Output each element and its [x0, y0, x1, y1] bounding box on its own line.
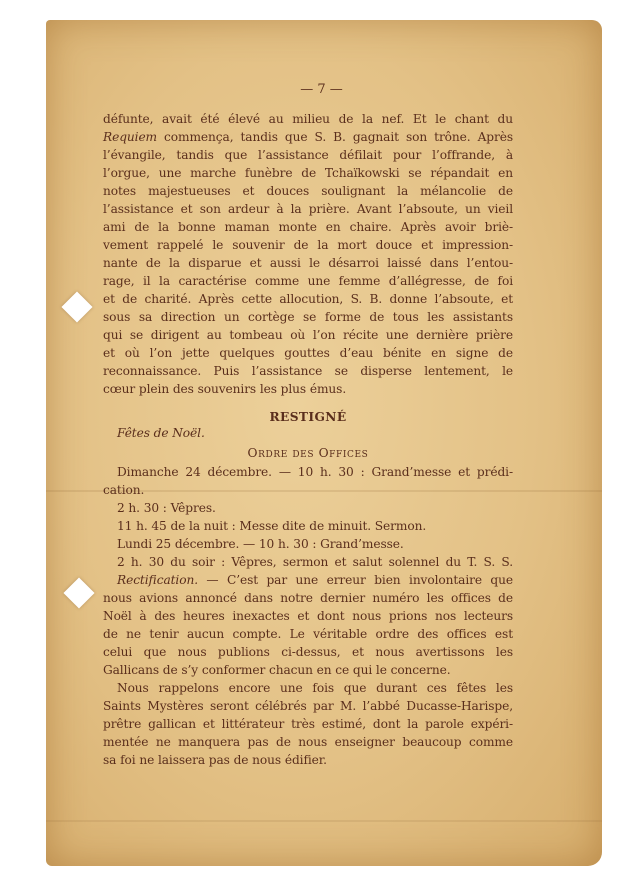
page-number: — 7 — [300, 82, 343, 97]
text-line: sa foi ne laissera pas de nous édifier. [103, 753, 327, 767]
text-line: nante de la disparue et aussi le désarroi laissé dans l’entou- [103, 256, 513, 270]
text-line: notes majestueuses et douces soulignant la mélancolie de [103, 184, 513, 198]
text-line: et de charité. Après cette allocution, S. B. donne l’absoute, et [103, 292, 513, 306]
text-line: celui que nous publions ci-dessus, et nous avertissons les [103, 645, 513, 659]
text-line: l’évangile, tandis que l’assistance défilait pour l’offrande, à [103, 148, 513, 162]
text-line: nous avions annoncé dans notre dernier numéro les offices de [103, 591, 513, 605]
section-subtitle: Fêtes de Noël. [117, 426, 205, 440]
text-line: qui se dirigent au tombeau où l’on récite une dernière prière [103, 328, 513, 342]
text-line: défunte, avait été élevé au milieu de la nef. Et le chant du [103, 112, 513, 126]
text-line: et où l’on jette quelques gouttes d’eau bénite en signe de [103, 346, 513, 360]
text-fragment: commença, tandis que S. B. gagnait son trône. Après [157, 130, 513, 144]
schedule-line: 11 h. 45 de la nuit : Messe dite de minuit. Sermon. [117, 519, 427, 533]
text-fragment: — C’est par une erreur bien involontaire que [197, 573, 513, 587]
text-line: l’orgue, une marche funèbre de Tchaïkowski se répandait en [103, 166, 513, 180]
text-line [103, 571, 513, 589]
text-line: ami de la bonne maman monte en chaire. Après avoir briè- [103, 220, 513, 234]
rectification-label: Rectification. [117, 573, 198, 587]
text-line: vement rappelé le souvenir de la mort douce et impression- [103, 238, 513, 252]
text-line: Gallicans de s’y conformer chacun en ce qui le concerne. [103, 663, 451, 677]
text-line: reconnaissance. Puis l’assistance se disperse lentement, le [103, 364, 513, 378]
schedule-line: Dimanche 24 décembre. — 10 h. 30 : Grand’messe et prédi- [117, 465, 513, 479]
text-line: cœur plein des souvenirs les plus émus. [103, 382, 347, 396]
text-line: Nous rappelons encore une fois que durant ces fêtes les [117, 681, 513, 695]
paper-fold-crease-bottom [46, 820, 602, 822]
schedule-line: 2 h. 30 du soir : Vêpres, sermon et salut solennel du T. S. S. [117, 555, 513, 569]
text-line: Saints Mystères seront célébrés par M. l’abbé Ducasse-Harispe, [103, 699, 513, 713]
text-line: l’assistance et son ardeur à la prière. Avant l’absoute, un vieil [103, 202, 513, 216]
document-body [103, 110, 513, 770]
text-line: rage, il la caractérise comme une femme d’allégresse, de foi [103, 274, 513, 288]
text-line [103, 128, 513, 146]
schedule-line: Lundi 25 décembre. — 10 h. 30 : Grand’messe. [117, 537, 404, 551]
schedule-line: 2 h. 30 : Vêpres. [117, 501, 216, 515]
text-line: mentée ne manquera pas de nous enseigner beaucoup comme [103, 735, 513, 749]
section-title: RESTIGNÉ [269, 410, 347, 424]
text-line: prêtre gallican et littérateur très estimé, dont la parole expéri- [103, 717, 513, 731]
requiem-word: Requiem [103, 130, 158, 144]
text-line: sous sa direction un cortège se forme de tous les assistants [103, 310, 513, 324]
text-line: Noël à des heures inexactes et dont nous prions nos lecteurs [103, 609, 513, 623]
text-line: de ne tenir aucun compte. Le véritable ordre des offices est [103, 627, 513, 641]
schedule-line: cation. [103, 483, 145, 497]
order-title: Ordre des Offices [247, 446, 369, 460]
